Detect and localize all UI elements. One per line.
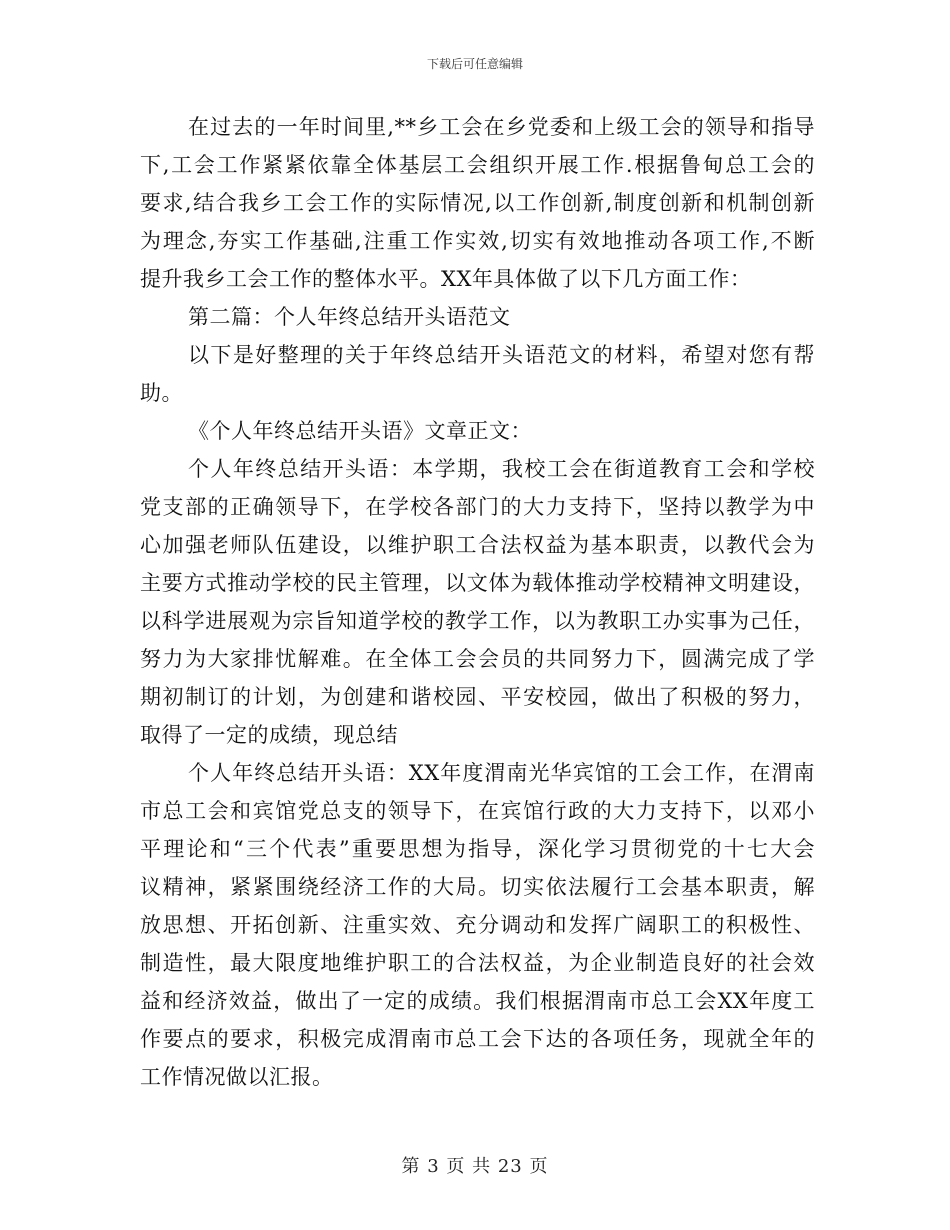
text-line: 助。 <box>140 381 183 405</box>
document-body <box>140 108 815 1096</box>
text-line: 努力为大家排忧解难。在全体工会会员的共同努力下，圆满完成了学 <box>140 647 815 671</box>
text-line: 第二篇：个人年终总结开头语范文 <box>188 305 511 329</box>
text-line: 益和经济效益，做出了一定的成绩。我们根据渭南市总工会XX年度工 <box>140 989 815 1013</box>
text-line: 为理念,夯实工作基础,注重工作实效,切实有效地推动各项工作,不断 <box>140 229 815 253</box>
page-header: 下载后可任意编辑 <box>426 57 523 71</box>
text-line: 作要点的要求，积极完成渭南市总工会下达的各项任务，现就全年的 <box>140 1027 815 1051</box>
text-line: 在过去的一年时间里,**乡工会在乡党委和上级工会的领导和指导 <box>188 115 815 139</box>
text-line: 以下是好整理的关于年终总结开头语范文的材料，希望对您有帮 <box>188 343 815 367</box>
text-line: 个人年终总结开头语：本学期，我校工会在街道教育工会和学校 <box>188 457 815 481</box>
text-line: 要求,结合我乡工会工作的实际情况,以工作创新,制度创新和机制创新 <box>140 191 815 215</box>
text-line: 个人年终总结开头语：XX年度渭南光华宾馆的工会工作，在渭南 <box>188 761 815 785</box>
text-line: 工作情况做以汇报。 <box>140 1065 334 1089</box>
text-line: 取得了一定的成绩，现总结 <box>140 723 398 747</box>
text-line: 提升我乡工会工作的整体水平。XX年具体做了以下几方面工作： <box>140 267 752 291</box>
text-line: 主要方式推动学校的民主管理，以文体为载体推动学校精神文明建设， <box>140 571 815 595</box>
text-line: 市总工会和宾馆党总支的领导下，在宾馆行政的大力支持下，以邓小 <box>140 799 815 823</box>
text-line: 《个人年终总结开头语》文章正文： <box>188 419 532 443</box>
text-line: 下,工会工作紧紧依靠全体基层工会组织开展工作.根据鲁甸总工会的 <box>140 153 815 177</box>
text-line: 期初制订的计划，为创建和谐校园、平安校园，做出了积极的努力， <box>140 685 815 709</box>
text-line: 党支部的正确领导下，在学校各部门的大力支持下，坚持以教学为中 <box>140 495 815 519</box>
text-line: 放思想、开拓创新、注重实效、充分调动和发挥广阔职工的积极性、 <box>140 913 815 937</box>
page-number-footer: 第 3 页 共 23 页 <box>401 1156 549 1177</box>
text-line: 以科学进展观为宗旨知道学校的教学工作，以为教职工办实事为己任， <box>140 609 815 633</box>
text-line: 心加强老师队伍建设，以维护职工合法权益为基本职责，以教代会为 <box>140 533 815 557</box>
text-line: 议精神，紧紧围绕经济工作的大局。切实依法履行工会基本职责，解 <box>140 875 815 899</box>
text-line: 平理论和“三个代表”重要思想为指导，深化学习贯彻党的十七大会 <box>140 837 815 861</box>
text-line: 制造性，最大限度地维护职工的合法权益，为企业制造良好的社会效 <box>140 951 815 975</box>
